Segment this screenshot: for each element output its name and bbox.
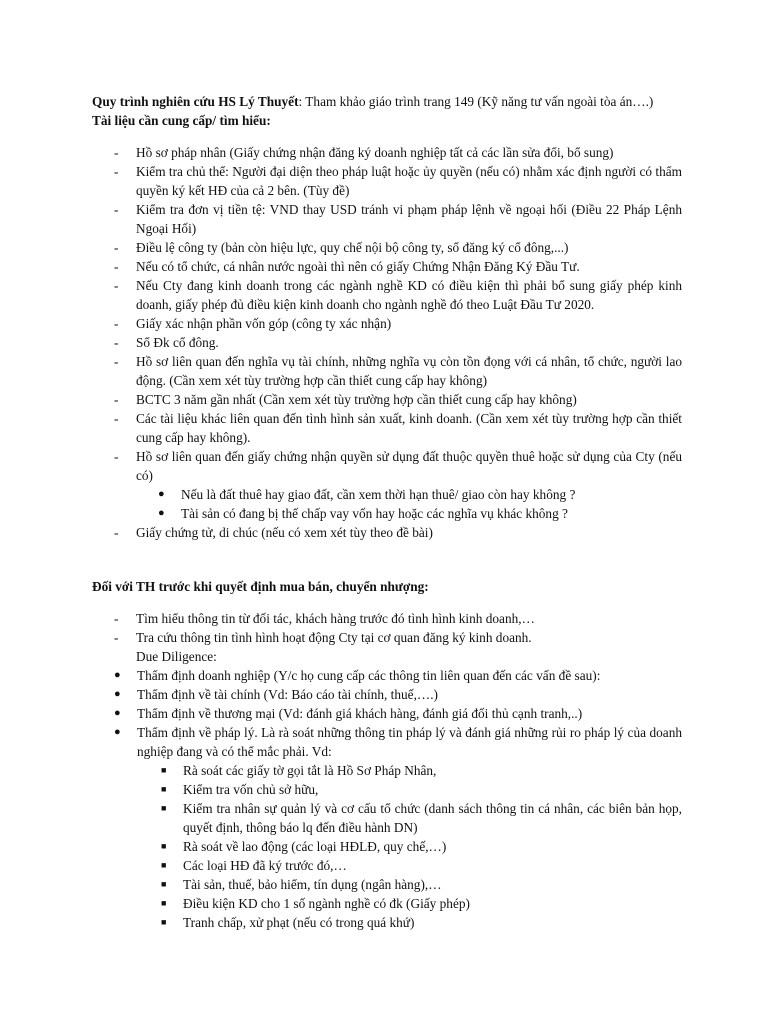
square-marker: ■ <box>161 841 167 851</box>
list-item-text: Sổ Đk cổ đông. <box>136 335 219 350</box>
bullet-marker: ● <box>114 688 121 700</box>
list-item-text: Kiểm tra vốn chủ sở hữu, <box>183 782 319 797</box>
legal-item <box>137 780 682 799</box>
list-item <box>92 447 682 523</box>
list-item-text: Thẩm định về thương mại (Vd: đánh giá khách hàng, đánh giá đối thủ cạnh tranh,..) <box>137 706 583 721</box>
dash-marker: - <box>114 145 119 160</box>
list-item-text: Hồ sơ pháp nhân (Giấy chứng nhận đăng ký doanh nghiệp tất cả các lần sửa đổi, bổ sung) <box>136 145 614 160</box>
legal-item <box>137 875 682 894</box>
legal-item <box>137 761 682 780</box>
dash-marker: - <box>114 316 119 331</box>
dd-item <box>92 723 682 932</box>
list-item-text: Nếu Cty đang kinh doanh trong các ngành nghề KD có điều kiện thì phải bổ sung giấy phép kinh doanh, giấy phép đủ điều kiện kinh doanh cho ngành nghề đó theo Luật Đầu Tư 2020. <box>136 278 682 312</box>
list-item-text: Kiểm tra đơn vị tiền tệ: VND thay USD tránh vi phạm pháp lệnh về ngoại hối (Điều 22 Pháp Lệnh Ngoại Hối) <box>136 202 682 236</box>
bullet-marker: ● <box>114 707 121 719</box>
dash-marker: - <box>114 164 119 179</box>
list-item <box>92 143 682 162</box>
square-marker: ■ <box>161 784 167 794</box>
list-item <box>92 523 682 542</box>
document-title-line <box>92 92 682 111</box>
list-item <box>92 200 682 238</box>
legal-sublist <box>137 761 682 932</box>
list-item-text: Hồ sơ liên quan đến giấy chứng nhận quyền sử dụng đất thuộc quyền thuê hoặc sử dụng của Cty (nếu có) <box>136 449 682 483</box>
square-marker: ■ <box>161 879 167 889</box>
bullet-marker: ● <box>158 488 165 500</box>
list-item <box>92 352 682 390</box>
list-item-text: Tranh chấp, xử phạt (nếu có trong quá khứ) <box>183 915 415 930</box>
dash-marker: - <box>114 525 119 540</box>
dash-marker: - <box>114 630 119 645</box>
list-item-text: Các tài liệu khác liên quan đến tình hình sản xuất, kinh doanh. (Cần xem xét tùy trường hợp cần thiết cung cấp hay không). <box>136 411 682 445</box>
list-item <box>92 276 682 314</box>
list-item <box>92 409 682 447</box>
list-item-text: Thẩm định về tài chính (Vd: Báo cáo tài chính, thuế,….) <box>137 687 438 702</box>
bullet-marker: ● <box>114 669 121 681</box>
dd-item <box>92 685 682 704</box>
bullet-marker: ● <box>158 507 165 519</box>
list-item <box>92 257 682 276</box>
list-item-text: Kiểm tra chủ thể: Người đại diện theo pháp luật hoặc ủy quyền (nếu có) nhằm xác định người có thẩm quyền ký kết HĐ của cả 2 bên. (Tùy đề) <box>136 164 682 198</box>
legal-item <box>137 894 682 913</box>
sublist-item <box>136 504 682 523</box>
section2-heading: Đối với TH trước khi quyết định mua bán, chuyển nhượng: <box>92 579 429 594</box>
legal-item <box>137 856 682 875</box>
square-marker: ■ <box>161 898 167 908</box>
list-item-text: Hồ sơ liên quan đến nghĩa vụ tài chính, những nghĩa vụ còn tồn đọng với cá nhân, tổ chức, người lao động. (Cần xem xét tùy trường hợp cần thiết cung cấp hay không) <box>136 354 682 388</box>
document-body <box>92 92 682 932</box>
before-purchase-list <box>92 609 682 647</box>
list-item <box>92 390 682 409</box>
list-item <box>92 238 682 257</box>
document-title: Quy trình nghiên cứu HS Lý Thuyết <box>92 94 299 109</box>
dd-item <box>92 666 682 685</box>
dash-marker: - <box>114 411 119 426</box>
square-marker: ■ <box>161 765 167 775</box>
dash-marker: - <box>114 611 119 626</box>
list-item-text: Tra cứu thông tin tình hình hoạt động Cty tại cơ quan đăng ký kinh doanh. <box>136 630 532 645</box>
list-item <box>92 314 682 333</box>
dash-marker: - <box>114 335 119 350</box>
bullet-marker: ● <box>114 726 121 738</box>
list-item-text: Giấy xác nhận phần vốn góp (công ty xác nhận) <box>136 316 392 331</box>
dash-marker: - <box>114 449 119 464</box>
dash-marker: - <box>114 202 119 217</box>
dash-marker: - <box>114 259 119 274</box>
list-item <box>92 333 682 352</box>
list-item-text: Tìm hiểu thông tin từ đối tác, khách hàng trước đó tình hình kinh doanh,… <box>136 611 535 626</box>
dd-item <box>92 704 682 723</box>
list-item-text: Kiểm tra nhân sự quản lý và cơ cấu tổ chức (danh sách thông tin cá nhân, các biên bản họp, quyết định, thông báo lq đến điều hành DN) <box>183 801 682 835</box>
dash-marker: - <box>114 354 119 369</box>
list-item-text: Điều kiện KD cho 1 số ngành nghề có đk (Giấy phép) <box>183 896 470 911</box>
list-item-text: Các loại HĐ đã ký trước đó,… <box>183 858 347 873</box>
list-item <box>92 162 682 200</box>
dash-marker: - <box>114 278 119 293</box>
list-item-text: Rà soát về lao động (các loại HĐLĐ, quy chế,…) <box>183 839 447 854</box>
list-item-text: Rà soát các giấy tờ gọi tắt là Hồ Sơ Pháp Nhân, <box>183 763 437 778</box>
list-item-text: Giấy chứng tử, di chúc (nếu có xem xét tùy theo đề bài) <box>136 525 433 540</box>
legal-item <box>137 837 682 856</box>
list-item-text: Tài sản, thuế, bảo hiểm, tín dụng (ngân hàng),… <box>183 877 442 892</box>
list-item <box>92 609 682 628</box>
list-item-text: Nếu là đất thuê hay giao đất, cần xem thời hạn thuê/ giao còn hay không ? <box>181 487 576 502</box>
legal-item <box>137 913 682 932</box>
legal-item <box>137 799 682 837</box>
list-item-text: Điều lệ công ty (bản còn hiệu lực, quy chế nội bộ công ty, sổ đăng ký cổ đông,...) <box>136 240 569 255</box>
document-title-note: : Tham khảo giáo trình trang 149 (Kỹ năng tư vấn ngoài tòa án….) <box>298 94 654 109</box>
list-item-text: Thẩm định về pháp lý. Là rà soát những thông tin pháp lý và đánh giá những rủi ro pháp lý của doanh nghiệp đang và có thể mắc phải. Vd: <box>137 725 682 759</box>
dash-marker: - <box>114 392 119 407</box>
list-item <box>92 628 682 647</box>
list-item-text: Thẩm định doanh nghiệp (Y/c họ cung cấp các thông tin liên quan đến các vấn đề sau): <box>137 668 601 683</box>
square-marker: ■ <box>161 803 167 813</box>
documents-list <box>92 143 682 542</box>
dash-marker: - <box>114 240 119 255</box>
list-item-text: Tài sản có đang bị thế chấp vay vốn hay hoặc các nghĩa vụ khác không ? <box>181 506 568 521</box>
sublist-item <box>136 485 682 504</box>
square-marker: ■ <box>161 860 167 870</box>
square-marker: ■ <box>161 917 167 927</box>
list-item-text: Nếu có tổ chức, cá nhân nước ngoài thì nên có giấy Chứng Nhận Đăng Ký Đầu Tư. <box>136 259 580 274</box>
due-diligence-label: Due Diligence: <box>136 649 217 664</box>
documents-subtitle: Tài liệu cần cung cấp/ tìm hiểu: <box>92 113 271 128</box>
list-item-text: BCTC 3 năm gần nhất (Cần xem xét tùy trường hợp cần thiết cung cấp hay không) <box>136 392 577 407</box>
due-diligence-list <box>92 666 682 932</box>
land-sublist <box>136 485 682 523</box>
